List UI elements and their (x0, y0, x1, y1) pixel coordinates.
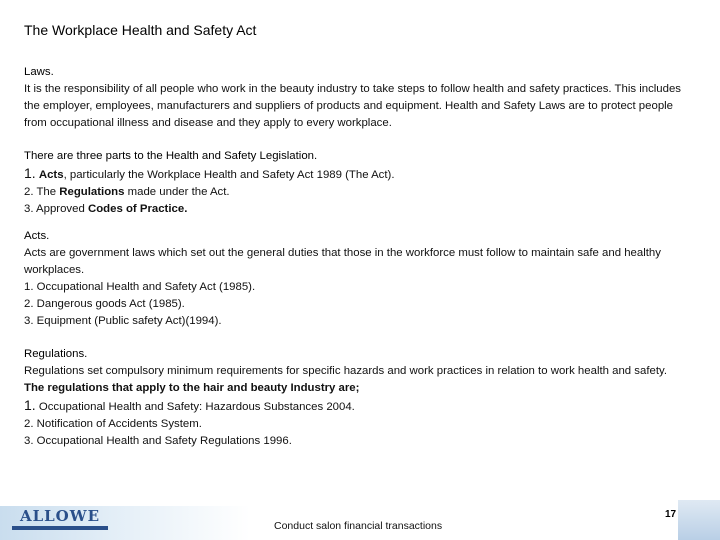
regulations-item-1 (24, 397, 694, 416)
acts-heading: Acts. (24, 230, 50, 242)
acts-item-2: 2. Dangerous goods Act (1985). (24, 298, 185, 310)
parts-item-1-text: , particularly the Workplace Health and Safety Act 1989 (The Act). (63, 169, 395, 181)
page-number: 17 (665, 509, 677, 520)
regulations-body: Regulations set compulsory minimum requirements for specific hazards and work practices in relation to work health and safety. (24, 365, 668, 377)
acts-body: Acts are government laws which set out the general duties that those in the workforce must follow to maintain safe and healthy workplaces. (24, 247, 661, 276)
slide-title: The Workplace Health and Safety Act (24, 22, 257, 38)
parts-item-1-bold: Acts (38, 169, 64, 181)
parts-item-2-text: made under the Act. (124, 186, 230, 198)
parts-item-3-prefix: 3. Approved (24, 203, 88, 215)
parts-item-2 (24, 184, 694, 201)
regulations-heading: Regulations. (24, 348, 88, 360)
regulations-item-1-number: 1. (24, 397, 36, 413)
logo-text: ALLOWE (19, 507, 101, 525)
slide-content (24, 64, 694, 450)
regulations-item-2: 2. Notification of Accidents System. (24, 418, 202, 430)
allowe-logo (10, 507, 120, 531)
regulations-item-1-text: Occupational Health and Safety: Hazardous Substances 2004. (35, 401, 355, 413)
parts-item-1 (24, 165, 694, 184)
regulations-item-3: 3. Occupational Health and Safety Regulations 1996. (24, 435, 292, 447)
parts-item-3-bold: Codes of Practice. (87, 203, 188, 215)
acts-item-3: 3. Equipment (Public safety Act)(1994). (24, 315, 222, 327)
laws-body: It is the responsibility of all people who work in the beauty industry to take steps to follow health and safety practices. This includes the employer, employees, manufacturers and suppliers of products and equipment. Health and Safety Laws are to protect people from occupational illness and disease and they apply to every workplace. (24, 83, 682, 129)
regulations-subheading (24, 380, 694, 397)
parts-item-2-prefix: 2. The (24, 186, 60, 198)
acts-item-1: 1. Occupational Health and Safety Act (1985). (24, 281, 256, 293)
logo-underline (12, 526, 108, 530)
parts-item-3 (24, 201, 694, 218)
slide-footer (0, 500, 720, 540)
parts-item-2-bold: Regulations (59, 186, 125, 198)
footer-right-band (678, 500, 720, 540)
footer-label: Conduct salon financial transactions (274, 520, 443, 532)
parts-item-1-number: 1. (24, 165, 36, 181)
parts-heading: There are three parts to the Health and Safety Legislation. (24, 150, 318, 162)
laws-heading: Laws. (24, 66, 54, 78)
regulations-subheading-text: The regulations that apply to the hair and beauty Industry are; (24, 382, 360, 394)
